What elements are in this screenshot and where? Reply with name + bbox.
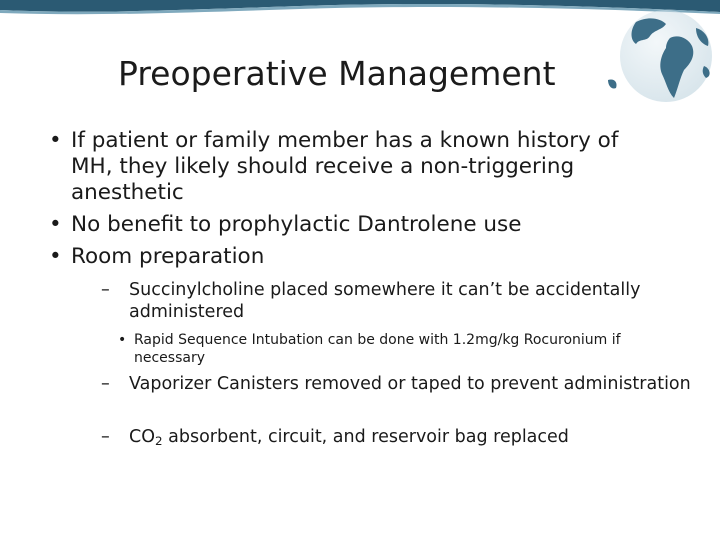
sub-bullet-text: Succinylcholine placed somewhere it can’t be accidentally administered: [129, 280, 641, 322]
co2-suffix: absorbent, circuit, and reservoir bag replaced: [162, 427, 569, 447]
bullet-text: Room preparation: [71, 244, 265, 269]
sub-bullet-item: [101, 426, 701, 448]
sub-bullet-marker: –: [101, 280, 110, 300]
sub-bullet-text: Vaporizer Canisters removed or taped to prevent administration: [129, 374, 691, 394]
bullet-marker: •: [49, 244, 62, 269]
globe-icon: [596, 8, 720, 112]
sub-sub-bullet-marker: •: [118, 332, 127, 348]
co2-subscript: 2: [155, 433, 163, 448]
sub-sub-bullet-text: Rapid Sequence Intubation can be done with 1.2mg/kg Rocuronium if necessary: [134, 332, 621, 366]
bullet-text: If patient or family member has a known history of MH, they likely should receive a non-triggering anesthetic: [71, 128, 619, 205]
bullet-item: [49, 128, 659, 206]
bullet-text: No benefit to prophylactic Dantrolene use: [71, 212, 522, 237]
sub-bullet-marker: –: [101, 374, 110, 394]
sub-bullet-item: [101, 373, 701, 395]
sub-bullet-text: [129, 426, 701, 448]
slide-title: Preoperative Management: [118, 54, 556, 93]
bullet-item: [49, 212, 659, 238]
co2-prefix: CO: [129, 427, 155, 447]
sub-sub-bullet-item: [118, 331, 638, 367]
bullet-marker: •: [49, 212, 62, 237]
bullet-item: [49, 244, 659, 270]
sub-bullet-marker: –: [101, 427, 110, 447]
sub-bullet-item: [101, 279, 701, 323]
bullet-marker: •: [49, 128, 62, 153]
